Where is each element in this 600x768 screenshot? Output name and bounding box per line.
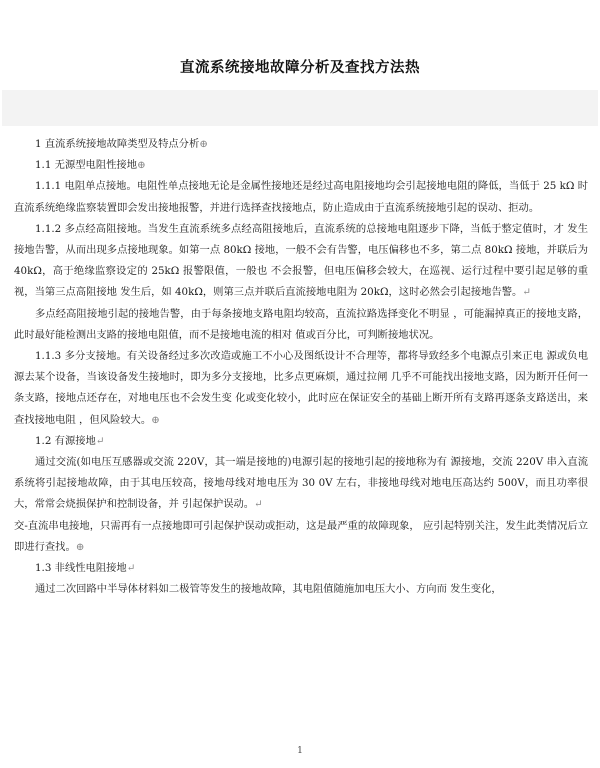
paragraph-text: 1.1.3 多分支接地。有关设备经过多次改造或施工不小心及图纸设计不合理等，都将导致经多个电源点引来正电 源或负电源去某个设备，当该设备发生接地时，即为多分支接地，比多点更麻烦，通过拉闸 几乎不可能找出接地支路，因为断开任何一条支路，接地点还存在，对地电压也不会发生变 化或变化较小，此时应在保证安全的基础上断开所有支路再逐条支路送出，来查找接地电阻 ，但风险较大。 <box>14 350 588 426</box>
paragraph-mark: ↵ <box>126 562 136 575</box>
paragraph-mark: ⊕ <box>137 159 146 172</box>
paragraph-mark: ↵ <box>95 434 105 447</box>
paragraph-text: 通过二次回路中半导体材料如二极管等发生的接地故障，其电阻值随施加电压大小、方向而 发生变化， <box>35 583 502 596</box>
paragraph-text: 1.1.2 多点经高阻接地。当发生直流系统多点经高阻接地后，直流系统的总接地电阻逐步下降，当低于整定值时，才 发生接地告警，从而出现多点接地现象。如第一点 80kΩ 接地，一般不会有告警，电压偏移也不多，第二点 80kΩ 接地，并联后为 40kΩ，高于绝缘监察设定的 25kΩ 报警限值，一般也 不会报警，但电压偏移会较大，在巡视、运行过程中要引起足够的重视，当第三点高阻接地 发生后，如 40kΩ，则第三点并联后直流接地电阻为 20kΩ，这时必然会引起接地告警。 <box>14 222 588 299</box>
paragraph-text: 1.2 有源接地 <box>35 434 96 447</box>
paragraph-text: 1.3 非线性电阻接地 <box>35 562 127 575</box>
paragraph <box>14 219 588 304</box>
paragraph <box>14 516 588 558</box>
paragraph-text: 1 直流系统接地故障类型及特点分析 <box>35 138 200 150</box>
paragraph <box>14 346 588 431</box>
paragraph-mark: ↵ <box>522 286 531 299</box>
header-band <box>2 90 598 126</box>
paragraph-text: 1.1.1 电阻单点接地。电阻性单点接地无论是金属性接地还是经过高电阻接地均会引起接地电阻的降低，当低于 25 kΩ 时直流系统绝缘监察装置即会发出接地报警，并进行选择查找接地点，防止造成由于直流系统接地引起的误动、拒动。 <box>14 180 588 214</box>
paragraph <box>14 452 588 516</box>
document-title: 直流系统接地故障分析及查找方法热 <box>180 60 420 76</box>
paragraph <box>14 304 588 346</box>
document-body <box>14 134 588 600</box>
paragraph-mark: ⊕ <box>199 138 208 150</box>
paragraph-mark: ↵ <box>254 498 263 511</box>
paragraph-text: 1.1 无源型电阻性接地 <box>35 159 138 172</box>
paragraph-mark: ⊕ <box>151 413 160 426</box>
paragraph-mark: ⊕ <box>75 540 85 553</box>
paragraph-text: 交-直流串电接地，只需再有一点接地即可引起保护误动或拒动，这是最严重的故障现象， 应引起特别关注，发生此类情况后立即进行查找。 <box>14 519 588 553</box>
page-number: 1 <box>297 746 303 756</box>
paragraph <box>14 431 588 452</box>
paragraph-text: 通过交流(如电压互感器或交流 220V，其一端是接地的)电源引起的接地引起的接地称为有 源接地，交流 220V 串入直流系统将引起接地故障，由于其电压较高，接地母线对地电压为 30 0V 左右，非接地母线对地电压高达约 500V，而且功率很大，常常会烧损保护和控制设备，并 引起保护误动。 <box>14 456 588 511</box>
paragraph <box>14 176 588 218</box>
paragraph <box>14 558 588 579</box>
paragraph <box>14 579 588 600</box>
paragraph-text: 多点经高阻接地引起的接地告警，由于每条接地支路电阻均较高，直流拉路选择变化不明显 ，可能漏掉真正的接地支路，此时最好能检测出支路的接地电阻值，而不是接地电流的相对 值或百分比，可判断接地状况。 <box>14 307 588 341</box>
paragraph <box>14 155 588 176</box>
paragraph <box>14 134 588 155</box>
